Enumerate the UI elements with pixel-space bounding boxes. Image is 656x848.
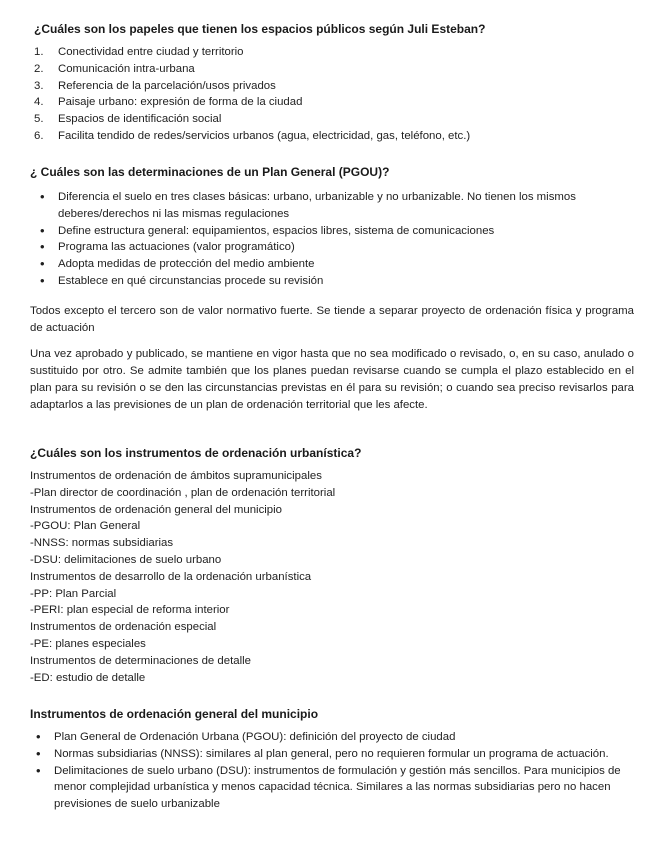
list-item: -PE: planes especiales: [30, 637, 146, 650]
list-item: • Programa las actuaciones (valor programático): [34, 239, 634, 256]
list-item: 5. Espacios de identificación social: [34, 113, 222, 126]
list-item: • Normas subsidiarias (NNSS): similares al plan general, pero no requieren formular un programa de actuación.: [30, 746, 634, 763]
paragraph: Una vez aprobado y publicado, se mantiene en vigor hasta que no sea modificado o revisado, o, en su caso, anulado o sustituido por otro. Se admite también que los planes puedan revisarse cuando se cumpla el plazo establecido en el plan para su revisión o se den las circunstancias previstas en él para su revisión; o cuando sea preciso revisarlos para adaptarlos a las previsiones de un plan de ordenación territorial que les afecte.: [30, 348, 634, 411]
list-item: 3. Referencia de la parcelación/usos privados: [34, 79, 276, 92]
list-item: • Delimitaciones de suelo urbano (DSU): instrumentos de formulación y gestión más sencillos. Para municipios de menor complejidad urbanística y menos capacidad técnica. Similares a las normas subsidiarias pero no hacen previsiones de suelo urbanizable: [30, 763, 634, 813]
list-item: • Diferencia el suelo en tres clases básicas: urbano, urbanizable y no urbanizable. No tienen los mismos deberes/derechos ni las mismas regulaciones: [34, 189, 634, 223]
list-item: -Plan director de coordinación , plan de ordenación territorial: [30, 486, 336, 499]
list-item: Instrumentos de ordenación general del municipio: [30, 503, 283, 516]
list-item: 2. Comunicación intra-urbana: [34, 62, 195, 75]
list-item: Instrumentos de ordenación de ámbitos supramunicipales: [30, 470, 322, 482]
section-heading: ¿ Cuáles son las determinaciones de un Plan General (PGOU)?: [30, 165, 390, 179]
list-item: -DSU: delimitaciones de suelo urbano: [30, 553, 222, 566]
section-heading: ¿Cuáles son los papeles que tienen los espacios públicos según Juli Esteban?: [34, 22, 486, 36]
list-item: 6. Facilita tendido de redes/servicios urbanos (agua, electricidad, gas, teléfono, etc.): [34, 129, 471, 142]
section-heading: ¿Cuáles son los instrumentos de ordenación urbanística?: [30, 446, 362, 460]
section-general-municipal: [30, 706, 634, 813]
section-heading: Instrumentos de ordenación general del municipio: [30, 707, 319, 721]
bullet-list: [30, 189, 634, 290]
list-item: Instrumentos de determinaciones de detalle: [30, 654, 251, 667]
section-public-spaces: [34, 21, 634, 145]
section-plan-general: [30, 164, 634, 414]
list-item: -ED: estudio de detalle: [30, 671, 146, 684]
paragraph: Todos excepto el tercero son de valor normativo fuerte. Se tiende a separar proyecto de ordenación física y programa de actuación: [30, 304, 634, 334]
list-item: Instrumentos de desarrollo de la ordenación urbanística: [30, 570, 312, 583]
list-item: • Adopta medidas de protección del medio ambiente: [34, 256, 634, 273]
list-item: -NNSS: normas subsidiarias: [30, 537, 174, 550]
list-item: 4. Paisaje urbano: expresión de forma de la ciudad: [34, 96, 303, 109]
list-item: 1. Conectividad entre ciudad y territorio: [34, 46, 244, 58]
list-item: -PGOU: Plan General: [30, 520, 141, 533]
list-item: -PERI: plan especial de reforma interior: [30, 604, 230, 617]
list-item: Instrumentos de ordenación especial: [30, 621, 217, 634]
list-item: -PP: Plan Parcial: [30, 587, 117, 600]
list-item: • Plan General de Ordenación Urbana (PGOU): definición del proyecto de ciudad: [30, 729, 634, 746]
numbered-list: [34, 44, 634, 145]
bullet-list: [30, 729, 634, 813]
instruments-list: [30, 468, 634, 686]
list-item: • Define estructura general: equipamientos, espacios libres, sistema de comunicaciones: [34, 223, 634, 240]
section-instruments: [30, 445, 634, 686]
list-item: • Establece en qué circunstancias procede su revisión: [34, 273, 634, 290]
